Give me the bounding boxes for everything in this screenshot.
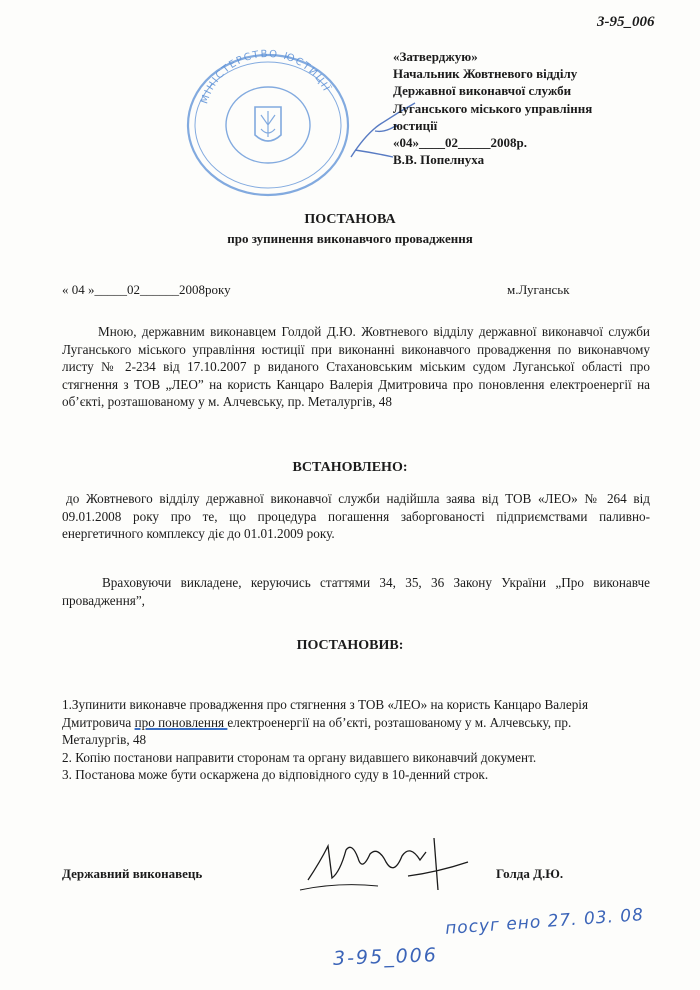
document-subtitle: про зупинення виконавчого провадження xyxy=(227,231,473,246)
official-stamp-seal xyxy=(183,45,353,195)
resolution-1-underlined: про поновлення xyxy=(134,714,228,730)
handwritten-note: посуг ено 27. 03. 08 xyxy=(444,905,645,939)
resolved-heading: ПОСТАНОВИВ: xyxy=(296,638,404,653)
resolution-1-text-cont: електроенергії на об’єкті, розташованому у м. Алчевську, пр. xyxy=(227,714,572,730)
approval-line: Начальник Жовтневого відділу xyxy=(393,66,578,82)
handwritten-number: 3-95_006 xyxy=(332,944,439,970)
document-date: « 04 »_____02______2008року xyxy=(62,282,231,297)
approval-block xyxy=(393,48,592,168)
resolution-2: 2. Копію постанови направити сторонам та органу видавшего виконавчий документ. xyxy=(62,749,537,765)
approval-line: «04»____02_____2008р. xyxy=(393,135,527,151)
stamp-text: МІНІСТЕРСТВО ЮСТИЦІЇ xyxy=(199,48,332,106)
approval-line: Луганського міського управління xyxy=(393,100,593,116)
approval-line: В.В. Попелнуха xyxy=(393,152,485,168)
approval-line: Державної виконавчої служби xyxy=(393,83,572,99)
resolutions-list xyxy=(62,696,650,784)
approval-line: юстиції xyxy=(393,117,438,133)
established-heading: ВСТАНОВЛЕНО: xyxy=(292,460,408,475)
document-city: м.Луганськ xyxy=(507,282,570,297)
considering-paragraph: Враховуючи викладене, керуючись статтями 34, 35, 36 Закону України „Про виконавче провадження”, xyxy=(62,575,650,608)
approval-line: «Затверджую» xyxy=(393,49,478,64)
handwritten-signature xyxy=(298,832,478,902)
signature-name: Голда Д.Ю. xyxy=(496,866,564,881)
resolution-1-line-1: 1.Зупинити виконавче провадження про стягнення з ТОВ «ЛЕО» на користь Канцаро Валерія xyxy=(62,697,589,712)
resolution-1-line-2 xyxy=(62,714,650,732)
intro-paragraph: Мною, державним виконавцем Голдой Д.Ю. Жовтневого відділу державної виконавчої служби Луганського міського управління юстиції при виконанні виконавчого провадження по виконавчому листу № 2-234 від 17.10.2007 р виданого Стахановським міським судом Луганської області про стягнення з ТОВ „ЛЕО” на користь Канцаро Валерія Дмитровича про поновлення електроенергії на об’єкті, розташованому у м. Алчевську, пр. Металургів, 48 xyxy=(62,324,650,410)
resolution-1-line-3: Металургів, 48 xyxy=(62,732,147,748)
resolution-1-text: Дмитровича xyxy=(62,714,135,730)
document-number: 3-95_006 xyxy=(597,14,655,30)
signature-label: Державний виконавець xyxy=(62,866,203,881)
resolution-3: 3. Постанова може бути оскаржена до відповідного суду в 10-денний строк. xyxy=(62,767,489,783)
established-paragraph: до Жовтневого відділу державної виконавчої служби надійшла заява від ТОВ «ЛЕО» № 264 від 09.01.2008 року про те, що процедура погашення заборгованості підприємствами паливно-енергетичного комплексу діє до 01.01.2009 року. xyxy=(62,491,650,542)
document-title: ПОСТАНОВА xyxy=(304,212,396,227)
